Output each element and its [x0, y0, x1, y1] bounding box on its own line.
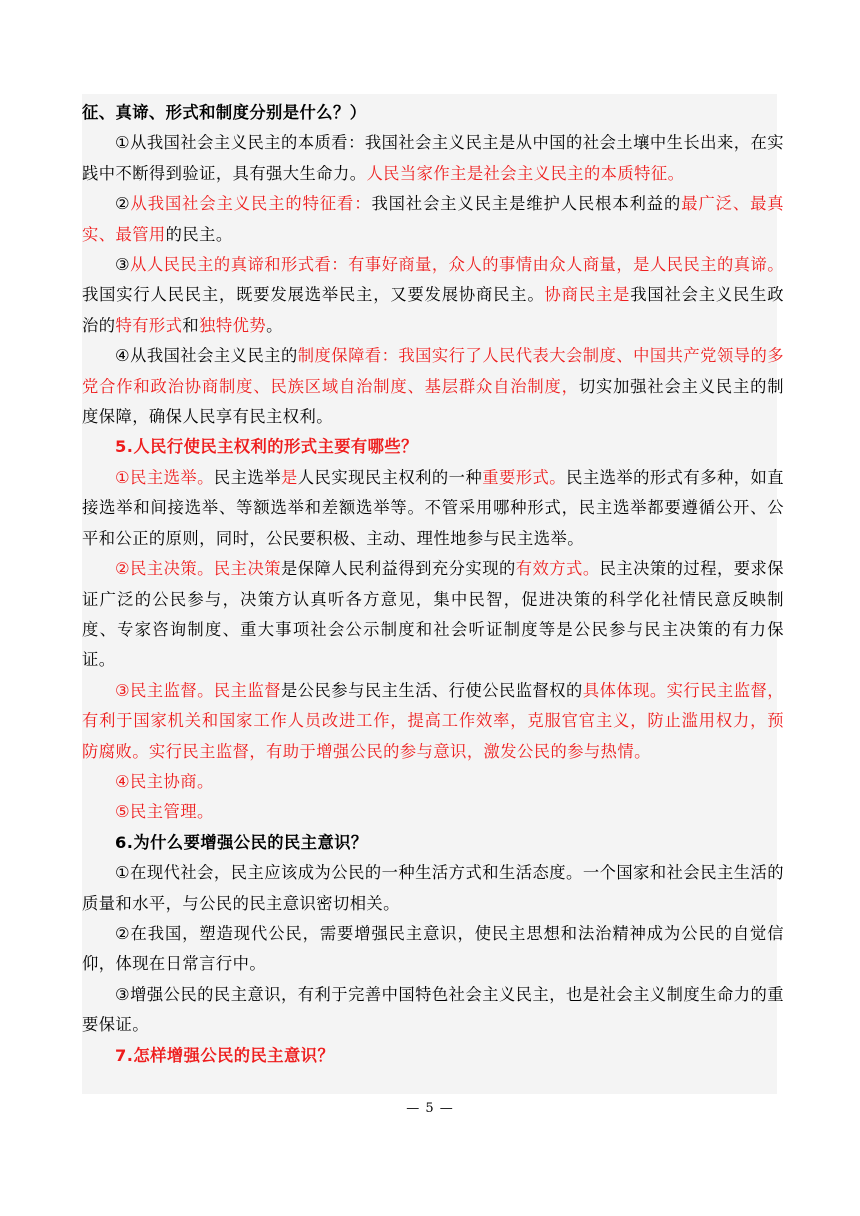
paragraph-in-our-country [82, 919, 784, 980]
page-number: — 5 — [406, 1101, 454, 1116]
text-run: ③ [115, 255, 131, 275]
text-run: 从我国社会主义民主的特征看： [130, 194, 372, 214]
paragraph-democratic-election [82, 463, 784, 554]
text-run: ② [115, 194, 131, 214]
text-run: 。 [266, 315, 283, 335]
paragraph-heading-continuation [82, 98, 784, 128]
text-run: ②民主决策。民主决策 [115, 559, 281, 579]
text-run: 重要形式。 [482, 467, 567, 487]
text-run: 具体体现。实行民主监督，有利于国家机关和国家工作人员改进工作，提高工作效率，克服官官主义，防止滥用权力，预防腐败。实行民主监督，有助于增强公民的参与意识，激发公民的参与热情。 [82, 680, 785, 761]
text-run: 我国社会主义民主是维护人民根本利益的 [371, 194, 682, 214]
text-run: ①民主选举。 [115, 467, 214, 487]
text-run: 民主决策的过程，要求保证广泛的公民参与，决策方认真听各方意见，集中民智，促进决策的科学化社情民意反映制度、专家咨询制度、重大事项社会公示制度和社会听证制度等是公民参与民主决策的有力保证。 [82, 559, 784, 670]
text-run: 5.人民行使民主权利的形式主要有哪些？ [115, 437, 418, 457]
text-run: 从人民民主的真谛和形式看：有事好商量，众人的事情由众人商量，是人民民主的真谛。 [130, 255, 785, 275]
question-6-heading [82, 828, 784, 858]
text-run: 民主选举 [213, 467, 281, 487]
text-run: 特有形式 [115, 315, 183, 335]
text-run: 7.怎样增强公民的民主意识？ [115, 1045, 335, 1065]
text-run: ⑤民主管理。 [115, 802, 214, 822]
text-run: 有效方式。 [515, 559, 600, 579]
paragraph-institutional-guarantee [82, 341, 784, 432]
text-run: 人民当家作主是社会主义民主的本质特征。 [366, 163, 685, 183]
text-run: ④民主协商。 [115, 771, 214, 791]
paragraph-true-meaning-form [82, 250, 784, 341]
text-run: 制度保障看：我国实行了人民代表大会制度、中国共产党领导的多党合作和政治协商制度、民族区域自治制度、基层群众自治制度， [82, 346, 784, 396]
text-run: 最广泛、最真实、最管用 [82, 194, 785, 244]
paragraph-democratic-consultation [82, 767, 784, 797]
paragraph-democratic-supervision [82, 676, 784, 767]
text-run: 的民主。 [165, 224, 233, 244]
text-run: 是 [281, 467, 298, 487]
text-run: 人民实现民主权利的一种 [297, 467, 483, 487]
question-7-heading [82, 1041, 784, 1071]
text-run: ④从我国社会主义民主的 [115, 346, 298, 366]
text-run: 是公民参与民主生活、行使公民监督权的 [281, 680, 583, 700]
text-run: 我国社会主义民生政治的 [82, 285, 784, 335]
text-run: 是保障人民利益得到充分实现的 [281, 559, 516, 579]
text-run: ①在现代社会，民主应该成为公民的一种生活方式和生活态度。一个国家和社会民主生活的质量和水平，与公民的民主意识密切相关。 [82, 863, 784, 913]
text-run: 独特优势 [199, 315, 267, 335]
paragraph-enhance-awareness [82, 980, 784, 1041]
text-run: 和 [182, 315, 200, 335]
text-run: 切实加强社会主义民主的制度保障，确保人民享有民主权利。 [82, 376, 784, 427]
question-5-heading [82, 432, 784, 462]
text-run: 征、真谛、形式和制度分别是什么？） [82, 103, 367, 122]
text-run: ②在我国，塑造现代公民，需要增强民主意识，使民主思想和法治精神成为公民的自觉信仰，体现在日常言行中。 [82, 923, 784, 974]
paragraph-characteristics [82, 189, 784, 250]
paragraph-democratic-decision [82, 554, 784, 676]
text-run: ①从我国社会主义民主的本质看：我国社会主义民主是从中国的社会土壤中生长出来，在实践中不断得到验证，具有强大生命力。 [82, 133, 784, 183]
text-run: 我国实行人民民主，既要发展选举民主，又要发展协商民主。 [82, 285, 545, 305]
text-run: ③增强公民的民主意识，有利于完善中国特色社会主义民主，也是社会主义制度生命力的重要保证。 [82, 984, 784, 1035]
paragraph-essence [82, 128, 784, 189]
paragraph-democratic-management [82, 797, 784, 827]
text-run: ③民主监督。民主监督 [115, 680, 281, 700]
text-run: 6.为什么要增强公民的民主意识？ [115, 832, 368, 852]
paragraph-modern-society [82, 858, 784, 919]
document-body [82, 98, 784, 1071]
text-run: 协商民主是 [544, 285, 631, 305]
text-run: 民主选举的形式有多种，如直接选举和间接选举、等额选举和差额选举等。不管采用哪种形式，民主选举都要遵循公开、公平和公正的原则，同时，公民要积极、主动、理性地参与民主选举。 [82, 467, 784, 548]
